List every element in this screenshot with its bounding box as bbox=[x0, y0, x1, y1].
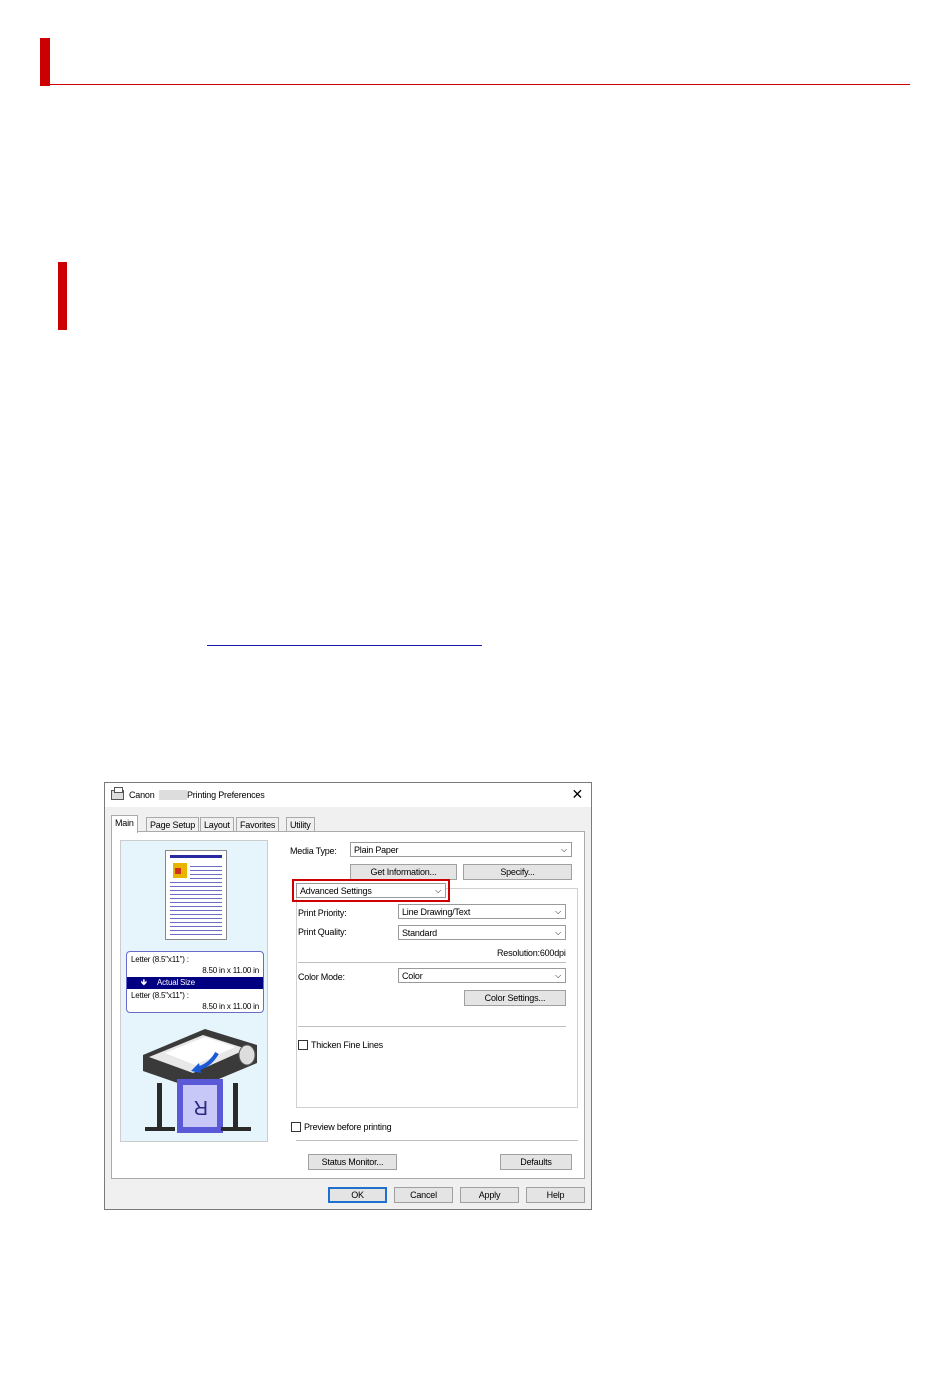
chevron-down-icon: ⌵ bbox=[555, 971, 561, 980]
help-button[interactable]: Help bbox=[526, 1187, 585, 1203]
original-size-dimensions: 8.50 in x 11.00 in bbox=[202, 966, 259, 975]
specify-button[interactable]: Specify... bbox=[463, 864, 572, 880]
media-type-select[interactable] bbox=[350, 842, 572, 857]
color-mode-value: Color bbox=[402, 971, 423, 981]
image-thumbnail-icon bbox=[173, 863, 187, 878]
cancel-button[interactable]: Cancel bbox=[394, 1187, 453, 1203]
scaling-label: Actual Size bbox=[157, 978, 195, 987]
print-quality-value: Standard bbox=[402, 928, 437, 938]
main-tab-panel bbox=[111, 831, 585, 1179]
defaults-button[interactable]: Defaults bbox=[500, 1154, 572, 1170]
chevron-down-icon: ⌵ bbox=[561, 845, 567, 854]
output-size-label: Letter (8.5"x11") : bbox=[131, 991, 189, 1000]
down-arrow-icon: 🡻 bbox=[141, 978, 147, 987]
preview-before-printing-checkbox[interactable] bbox=[291, 1122, 301, 1132]
print-priority-select[interactable] bbox=[398, 904, 566, 919]
thicken-fine-lines-checkbox[interactable] bbox=[298, 1040, 308, 1050]
get-information-button[interactable]: Get Information... bbox=[350, 864, 457, 880]
redacted-model-name bbox=[159, 790, 187, 800]
highlight-frame bbox=[292, 879, 450, 902]
chevron-down-icon: ⌵ bbox=[555, 928, 561, 937]
title-prefix: Canon bbox=[129, 790, 155, 800]
thicken-fine-lines-label: Thicken Fine Lines bbox=[311, 1040, 383, 1050]
svg-text:R: R bbox=[193, 1096, 208, 1118]
print-quality-label: Print Quality: bbox=[298, 927, 347, 937]
tab-layout[interactable]: Layout bbox=[200, 817, 234, 832]
heading-marker bbox=[40, 38, 50, 86]
scaling-indicator bbox=[127, 977, 263, 989]
subheading-marker bbox=[58, 262, 67, 330]
settings-preview bbox=[120, 840, 268, 1142]
chevron-down-icon: ⌵ bbox=[555, 907, 561, 916]
tab-page-setup[interactable]: Page Setup bbox=[146, 817, 199, 832]
print-priority-label: Print Priority: bbox=[298, 908, 347, 918]
page-preview-thumbnail bbox=[165, 850, 227, 940]
chevron-down-icon: ⌵ bbox=[435, 886, 441, 895]
divider bbox=[298, 1026, 566, 1027]
apply-button[interactable]: Apply bbox=[460, 1187, 519, 1203]
print-quality-select[interactable] bbox=[398, 925, 566, 940]
title-suffix: Printing Preferences bbox=[187, 790, 265, 800]
print-priority-value: Line Drawing/Text bbox=[402, 907, 471, 917]
preview-before-printing-label: Preview before printing bbox=[304, 1122, 392, 1132]
heading-rule bbox=[40, 84, 910, 85]
large-format-printer-illustration bbox=[135, 1023, 259, 1141]
resolution-text: Resolution:600dpi bbox=[497, 948, 566, 958]
printing-preferences-dialog bbox=[104, 782, 592, 1210]
ok-button[interactable]: OK bbox=[328, 1187, 387, 1203]
output-size-dimensions: 8.50 in x 11.00 in bbox=[202, 1002, 259, 1011]
tab-favorites[interactable]: Favorites bbox=[236, 817, 279, 832]
color-mode-select[interactable] bbox=[398, 968, 566, 983]
paper-size-box bbox=[126, 951, 264, 1013]
divider bbox=[298, 962, 566, 963]
tab-utility[interactable]: Utility bbox=[286, 817, 315, 832]
divider bbox=[296, 1140, 578, 1141]
tab-main[interactable]: Main bbox=[111, 815, 138, 833]
original-size-label: Letter (8.5"x11") : bbox=[131, 955, 189, 964]
close-icon[interactable]: ✕ bbox=[571, 786, 583, 802]
hyperlink-underline[interactable] bbox=[207, 645, 482, 646]
printer-icon bbox=[111, 790, 124, 800]
color-mode-label: Color Mode: bbox=[298, 972, 345, 982]
settings-mode-value: Advanced Settings bbox=[300, 886, 372, 896]
color-settings-button[interactable]: Color Settings... bbox=[464, 990, 566, 1006]
media-type-value: Plain Paper bbox=[354, 845, 399, 855]
media-type-label: Media Type: bbox=[290, 846, 337, 856]
title-bar bbox=[105, 783, 591, 807]
status-monitor-button[interactable]: Status Monitor... bbox=[308, 1154, 397, 1170]
